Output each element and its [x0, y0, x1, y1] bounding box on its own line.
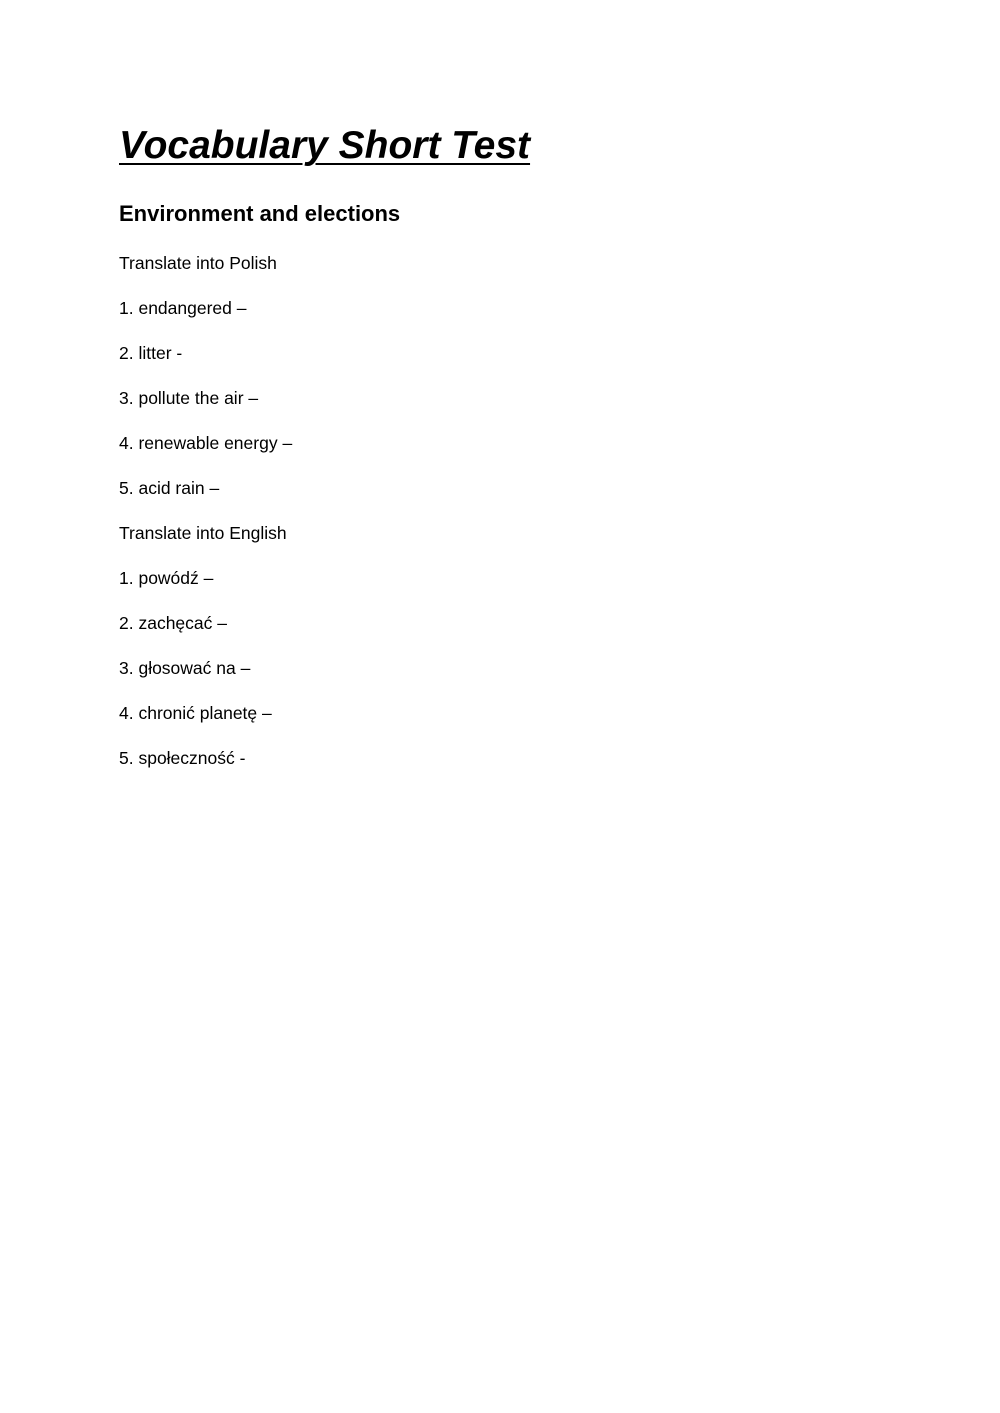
list-item: 2. zachęcać – [119, 613, 227, 633]
list-item: 3. pollute the air – [119, 388, 259, 408]
section-english-instruction: Translate into English [119, 523, 287, 543]
list-item: 4. renewable energy – [119, 433, 293, 453]
section-polish-instruction: Translate into Polish [119, 253, 277, 273]
page-subtitle: Environment and elections [119, 201, 401, 226]
page-title: Vocabulary Short Test [119, 124, 531, 167]
list-item: 3. głosować na – [119, 658, 251, 678]
list-item: 4. chronić planetę – [119, 703, 272, 723]
list-item: 5. społeczność - [119, 748, 246, 768]
list-item: 5. acid rain – [119, 478, 220, 498]
list-item: 2. litter - [119, 343, 183, 363]
list-item: 1. powódź – [119, 568, 214, 588]
list-item: 1. endangered – [119, 298, 247, 318]
